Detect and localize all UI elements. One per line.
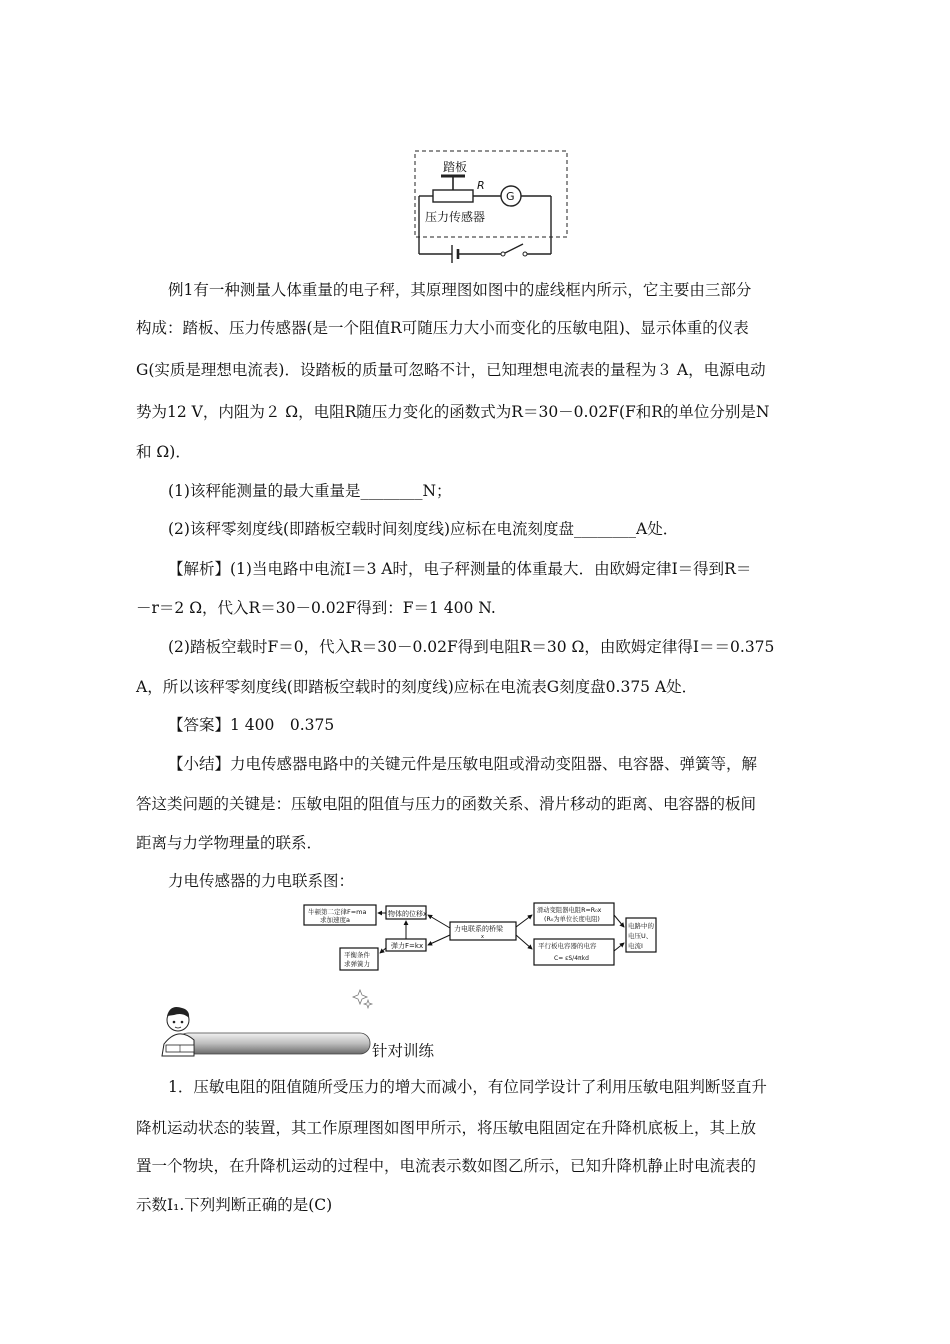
section-banner-graphic bbox=[150, 982, 390, 1062]
newton-box bbox=[304, 905, 376, 925]
svg-text:(R₀为单位长度电阻): (R₀为单位长度电阻) bbox=[544, 916, 600, 923]
analysis-line-4: A，所以该秤零刻度线(即踏板空载时的刻度线)应标在电流表G刻度盘0.375 A处． bbox=[136, 678, 698, 696]
answer-line: 【答案】1 400 0.375 bbox=[168, 716, 335, 734]
sparkle-icon bbox=[353, 990, 372, 1008]
balance-box bbox=[340, 948, 378, 970]
svg-text:力电联系的桥梁: 力电联系的桥梁 bbox=[454, 925, 503, 933]
svg-text:求弹簧力: 求弹簧力 bbox=[344, 960, 370, 968]
resistor-label: R bbox=[477, 179, 485, 192]
svg-text:电压U、: 电压U、 bbox=[628, 932, 653, 940]
svg-text:牛顿第二定律F=ma: 牛顿第二定律F=ma bbox=[308, 908, 367, 916]
svg-text:平衡条件: 平衡条件 bbox=[344, 951, 370, 959]
example-line-5: 和 Ω)． bbox=[136, 443, 191, 461]
svg-text:弹力F=kx: 弹力F=kx bbox=[391, 942, 424, 950]
summary-line-2: 答这类问题的关键是：压敏电阻的阻值与压力的函数关系、滑片移动的距离、电容器的板间 bbox=[136, 795, 757, 813]
problem1-line-3: 置一个物块，在升降机运动的过程中，电流表示数如图乙所示，已知升降机静止时电流表的 bbox=[136, 1157, 757, 1175]
displacement-box bbox=[386, 906, 427, 919]
problem1-line-4: 示数I₁.下列判断正确的是(C) bbox=[136, 1196, 333, 1214]
problem1-line-2: 降机运动状态的装置，其工作原理图如图甲所示，将压敏电阻固定在升降机底板上，其上放 bbox=[136, 1119, 757, 1137]
sensor-label: 压力传感器 bbox=[425, 210, 486, 224]
flow-title: 力电传感器的力电联系图： bbox=[168, 872, 355, 890]
example-line-4: 势为12 V，内阻为２ Ω，电阻R随压力变化的函数式为R＝30－0.02F(F和R的单位分别是N bbox=[136, 403, 770, 421]
svg-text:x: x bbox=[481, 934, 484, 940]
svg-text:C= εS/4πkd: C= εS/4πkd bbox=[554, 955, 589, 962]
svg-text:求加速度a: 求加速度a bbox=[320, 916, 350, 924]
svg-text:平行板电容器的电容: 平行板电容器的电容 bbox=[538, 942, 597, 950]
section-title: 针对训练 bbox=[372, 1042, 435, 1060]
analysis-line-2: －r＝2 Ω，代入R＝30－0.02F得到：F＝1 400 N. bbox=[136, 599, 496, 617]
meter-label: G bbox=[506, 190, 515, 203]
section-header bbox=[150, 982, 460, 1062]
circuit-figure bbox=[405, 145, 575, 275]
svg-text:滑动变阻器电阻R=R₀x: 滑动变阻器电阻R=R₀x bbox=[537, 907, 602, 914]
summary-line-3: 距离与力学物理量的联系． bbox=[136, 834, 323, 852]
svg-text:物体的位移x: 物体的位移x bbox=[388, 910, 428, 918]
svg-text:电路中的: 电路中的 bbox=[628, 922, 654, 930]
circuit-output-box bbox=[626, 918, 656, 952]
summary-line-1: 【小结】力电传感器电路中的关键元件是压敏电阻或滑动变阻器、电容器、弹簧等，解 bbox=[168, 755, 758, 773]
example-line-3: G(实质是理想电流表)．设踏板的质量可忽略不计，已知理想电流表的量程为３ A，电源电动 bbox=[136, 361, 766, 379]
bridge-box bbox=[450, 922, 516, 940]
example-line-1: 例1有一种测量人体重量的电子秤，其原理图如图中的虚线框内所示，它主要由三部分 bbox=[168, 281, 752, 299]
svg-text:电流I: 电流I bbox=[628, 942, 643, 950]
analysis-line-3: (2)踏板空载时F＝0，代入R＝30－0.02F得到电阻R＝30 Ω，由欧姆定律得I＝＝0.375 bbox=[168, 638, 775, 656]
student-mascot-icon bbox=[162, 1007, 194, 1056]
problem1-line-1: 1．压敏电阻的阻值随所受压力的增大而减小，有位同学设计了利用压敏电阻判断竖直升 bbox=[168, 1078, 767, 1096]
spring-box bbox=[386, 939, 426, 951]
example-line-2: 构成：踏板、压力传感器(是一个阻值R可随压力大小而变化的压敏电阻)、显示体重的仪表 bbox=[136, 319, 749, 337]
question-1: (1)该秤能测量的最大重量是________N； bbox=[168, 482, 452, 500]
capacitor-box bbox=[534, 939, 614, 965]
slide-rheostat-box bbox=[534, 903, 614, 925]
pedal-label: 踏板 bbox=[443, 160, 468, 174]
analysis-line-1: 【解析】(1)当电路中电流I＝3 A时，电子秤测量的体重最大．由欧姆定律I＝得到R＝ bbox=[168, 560, 752, 578]
force-electric-flow-diagram bbox=[296, 895, 658, 975]
question-2: (2)该秤零刻度线(即踏板空载时间刻度线)应标在电流刻度盘________A处． bbox=[168, 520, 679, 538]
